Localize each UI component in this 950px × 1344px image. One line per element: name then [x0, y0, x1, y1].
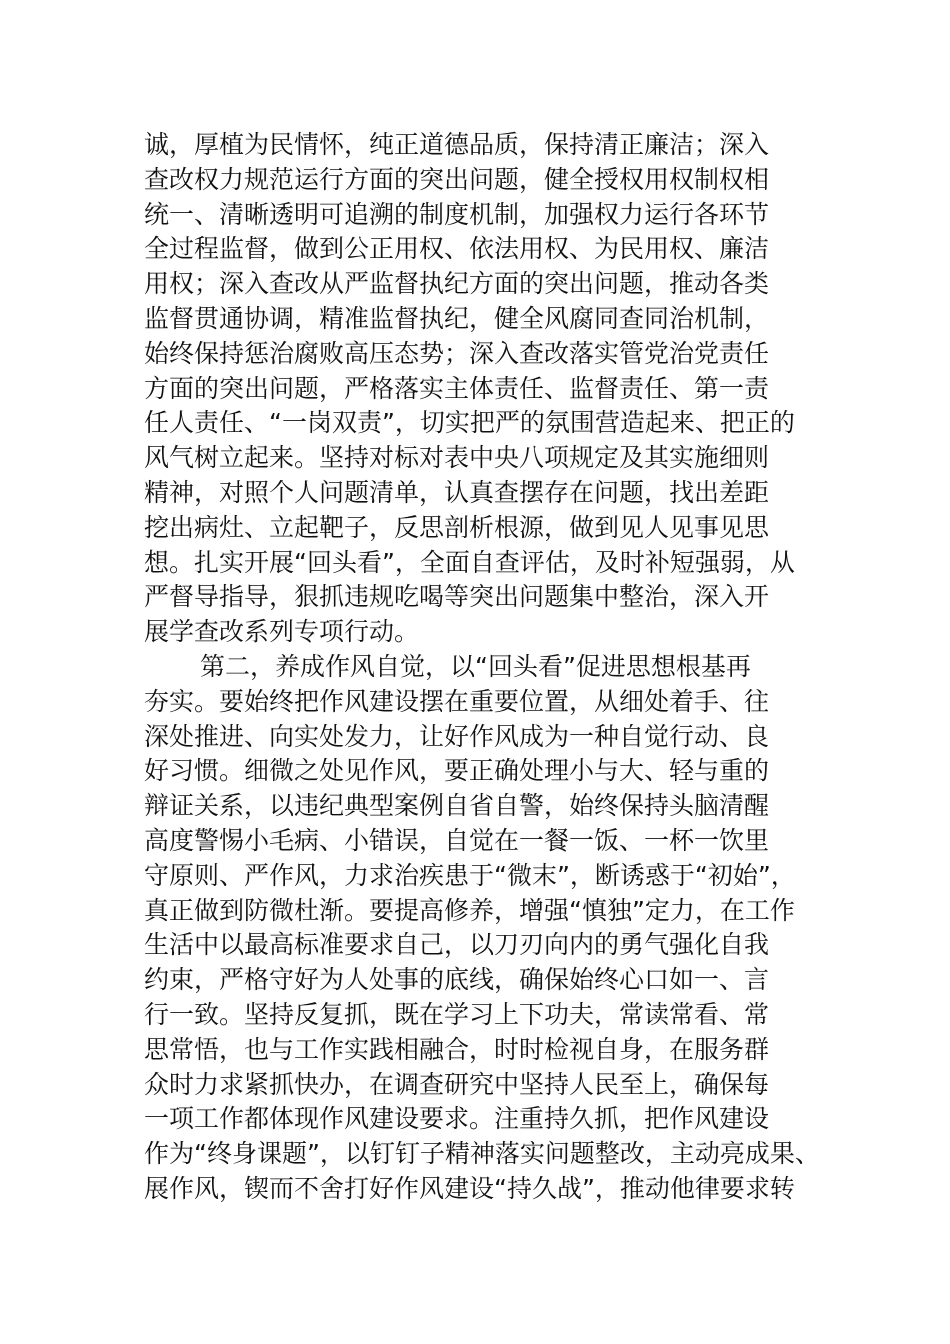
text-line: 想。扎实开展“回头看”，全面自查评估，及时补短强弱，从 [144, 547, 795, 577]
text-line: 行一致。坚持反复抓，既在学习上下功夫，常读常看、常 [144, 999, 770, 1029]
text-line: 众时力求紧抓快办，在调查研究中坚持人民至上，确保每 [144, 1069, 770, 1099]
text-line: 诚，厚植为民情怀，纯正道德品质，保持清正廉洁；深入 [144, 130, 770, 159]
text-line: 监督贯通协调，精准监督执纪，健全风腐同查同治机制， [144, 303, 770, 333]
text-line: 生活中以最高标准要求自己，以刀刃向内的勇气强化自我 [144, 930, 770, 960]
text-line: 方面的突出问题，严格落实主体责任、监督责任、第一责 [144, 373, 770, 403]
text-line: 挖出病灶、立起靶子，反思剖析根源，做到见人见事见思 [144, 512, 770, 542]
text-line: 一项工作都体现作风建设要求。注重持久抓，把作风建设 [144, 1104, 770, 1134]
text-line: 辩证关系，以违纪典型案例自省自警，始终保持头脑清醒 [144, 791, 770, 821]
text-line: 好习惯。细微之处见作风，要正确处理小与大、轻与重的 [144, 756, 770, 786]
paragraph-heading-line: 第二，养成作风自觉，以“回头看”促进思想根基再 [200, 651, 751, 681]
text-line: 任人责任、“一岗双责”，切实把严的氛围营造起来、把正的 [144, 408, 795, 438]
text-line: 守原则、严作风，力求治疾患于“微末”，断诱惑于“初始”， [144, 860, 796, 890]
text-line: 查改权力规范运行方面的突出问题，健全授权用权制权相 [144, 164, 770, 194]
paragraph-1 [144, 128, 824, 650]
text-line: 真正做到防微杜渐。要提高修养，增强“慎独”定力，在工作 [144, 895, 795, 925]
text-line: 展作风，锲而不舍打好作风建设“持久战”，推动他律要求转 [144, 1173, 795, 1203]
text-line: 统一、清晰透明可追溯的制度机制，加强权力运行各环节 [144, 199, 770, 229]
text-line: 作为“终身课题”，以钉钉子精神落实问题整改，主动亮成果、 [144, 1139, 820, 1169]
text-line: 夯实。要始终把作风建设摆在重要位置，从细处着手、往 [144, 686, 770, 716]
text-line: 严督导指导，狠抓违规吃喝等突出问题集中整治，深入开 [144, 582, 770, 612]
text-line: 精神，对照个人问题清单，认真查摆存在问题，找出差距 [144, 477, 770, 507]
text-line: 深处推进、向实处发力，让好作风成为一种自觉行动、良 [144, 721, 770, 751]
text-line: 始终保持惩治腐败高压态势；深入查改落实管党治党责任 [144, 338, 770, 368]
text-line: 约束，严格守好为人处事的底线，确保始终心口如一、言 [144, 965, 770, 995]
text-line: 高度警惕小毛病、小错误，自觉在一餐一饭、一杯一饮里 [144, 825, 770, 855]
document-body [144, 128, 824, 1207]
text-line: 全过程监督，做到公正用权、依法用权、为民用权、廉洁 [144, 234, 770, 264]
text-line: 风气树立起来。坚持对标对表中央八项规定及其实施细则 [144, 443, 770, 473]
text-line: 用权；深入查改从严监督执纪方面的突出问题，推动各类 [144, 269, 770, 299]
text-line: 展学查改系列专项行动。 [144, 617, 420, 647]
text-line: 思常悟，也与工作实践相融合，时时检视自身，在服务群 [144, 1034, 770, 1064]
paragraph-2 [144, 650, 824, 1207]
